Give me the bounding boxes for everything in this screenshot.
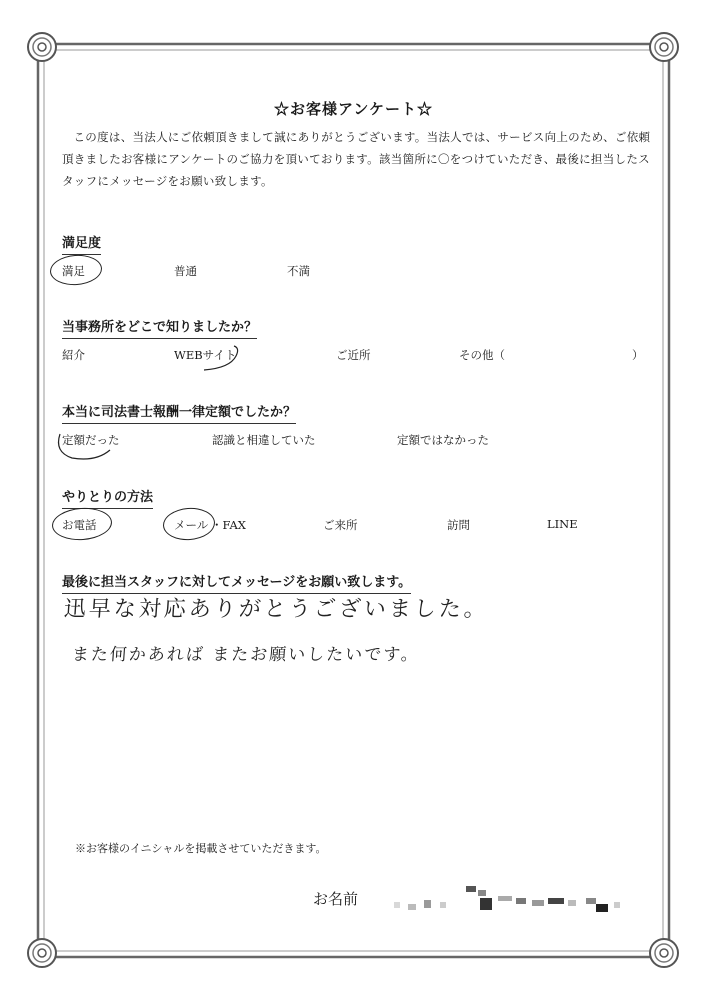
survey-title: ☆お客様アンケート☆ bbox=[273, 100, 434, 118]
option-home-visit[interactable]: 訪問 bbox=[447, 518, 470, 532]
handwritten-message-line-2: また何かあれば またお願いしたいです。 bbox=[71, 645, 421, 665]
option-visit-office[interactable]: ご来所 bbox=[323, 518, 358, 532]
option-other[interactable]: その他（ bbox=[459, 348, 505, 362]
option-average[interactable]: 普通 bbox=[174, 264, 197, 278]
corner-ornament-bottom-right bbox=[650, 939, 678, 967]
corner-ornament-top-right bbox=[650, 33, 678, 61]
option-referral[interactable]: 紹介 bbox=[62, 348, 85, 362]
initials-note: ※お客様のイニシャルを掲載させていただきます。 bbox=[75, 842, 327, 855]
corner-ornament-top-left bbox=[28, 33, 56, 61]
option-fax[interactable]: ・FAX bbox=[211, 518, 246, 532]
option-line[interactable]: LINE bbox=[547, 517, 578, 531]
option-flat-fee-yes[interactable]: 定額だった bbox=[62, 433, 120, 447]
question-contact-method-heading: やりとりの方法 bbox=[62, 486, 153, 509]
corner-ornament-bottom-left bbox=[28, 939, 56, 967]
option-dissatisfied[interactable]: 不満 bbox=[287, 264, 310, 278]
option-website[interactable]: WEBサイト bbox=[174, 348, 237, 362]
option-other-close: ） bbox=[632, 348, 644, 362]
option-flat-fee-differed[interactable]: 認識と相違していた bbox=[212, 433, 316, 447]
name-label: お名前 bbox=[313, 890, 359, 908]
question-flat-fee-heading: 本当に司法書士報酬一律定額でしたか？ bbox=[62, 401, 296, 424]
question-source-heading: 当事務所をどこで知りましたか？ bbox=[62, 316, 257, 339]
intro-paragraph: この度は、当法人にご依頼頂きまして誠にありがとうございます。当法人では、サービス向上のため、ご依頼頂きましたお客様にアンケートのご協力を頂いております。該当箇所に〇をつけていただき、最後に担当したスタッフにメッセージをお願い致します。 bbox=[62, 130, 651, 188]
question-satisfaction-heading: 満足度 bbox=[62, 232, 101, 255]
redacted-name-mosaic bbox=[380, 878, 640, 918]
option-satisfied[interactable]: 満足 bbox=[62, 264, 85, 278]
message-heading: 最後に担当スタッフに対してメッセージをお願い致します。 bbox=[62, 571, 411, 594]
option-phone[interactable]: お電話 bbox=[62, 518, 97, 532]
option-neighborhood[interactable]: ご近所 bbox=[336, 348, 371, 362]
option-flat-fee-no[interactable]: 定額ではなかった bbox=[397, 433, 489, 447]
handwritten-message-line-1: 迅早な対応ありがとうございました。 bbox=[62, 597, 490, 622]
option-email[interactable]: メール bbox=[174, 518, 209, 532]
